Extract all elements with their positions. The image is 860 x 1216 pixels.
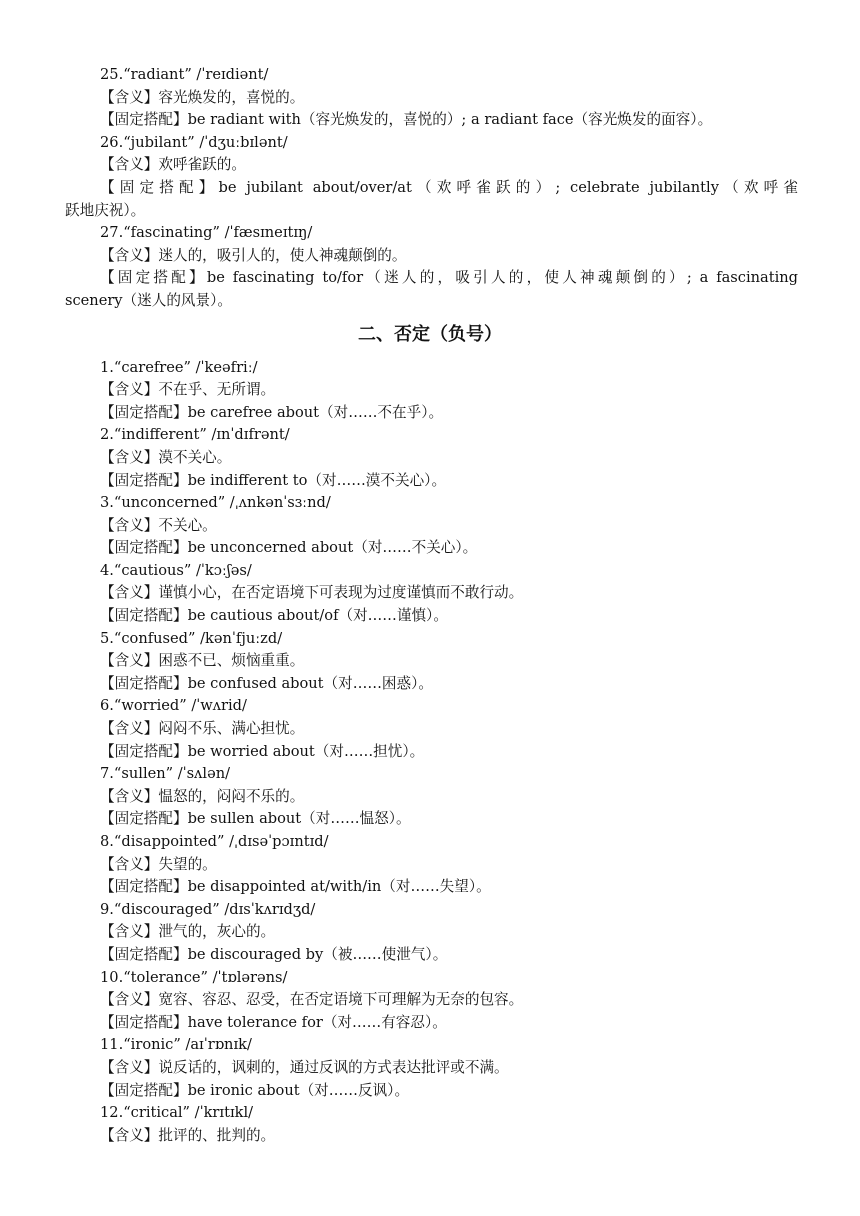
collocation-line: 【固定搭配】be discouraged by（被……使泄气）。 — [100, 945, 448, 963]
meaning-line: 【含义】困惑不已、烦恼重重。 — [100, 652, 305, 670]
vocab-entry-title: 8.“disappointed” /ˌdɪsəˈpɔɪntɪd/ — [100, 833, 329, 850]
vocab-entry-title: 12.“critical” /ˈkrɪtɪkl/ — [100, 1104, 254, 1122]
meaning-line: 【含义】漠不关心。 — [100, 448, 232, 466]
meaning-line: 【含义】不在乎、无所谓。 — [100, 381, 276, 399]
meaning-line: 【含义】欢呼雀跃的。 — [100, 156, 246, 174]
continuation-line: scenery（迷人的风景）。 — [65, 291, 233, 309]
vocab-entry-title: 7.“sullen” /ˈsʌlən/ — [100, 765, 231, 783]
collocation-line: 【固定搭配】be radiant with（容光焕发的，喜悦的）; a radiant face（容光焕发的面容）。 — [100, 111, 713, 129]
vocab-entry-title: 4.“cautious” /ˈkɔːʃəs/ — [100, 561, 252, 579]
collocation-line: 【固定搭配】be ironic about（对……反讽）。 — [100, 1081, 410, 1099]
vocab-entry-title: 11.“ironic” /aɪˈrɒnɪk/ — [100, 1036, 252, 1054]
meaning-line: 【含义】闷闷不乐、满心担忧。 — [100, 720, 305, 738]
section-positive-tail — [0, 64, 860, 313]
section-negative — [0, 357, 860, 1148]
vocab-entry-title: 26.“jubilant” /ˈdʒuːbɪlənt/ — [100, 133, 288, 151]
collocation-line: 【固定搭配】be worried about（对……担忧）。 — [100, 742, 425, 760]
meaning-line: 【含义】不关心。 — [100, 516, 217, 534]
meaning-line: 【含义】容光焕发的，喜悦的。 — [100, 88, 305, 106]
vocab-entry-title: 6.“worried” /ˈwʌrid/ — [100, 697, 247, 715]
vocab-entry-title: 25.“radiant” /ˈreɪdiənt/ — [100, 66, 269, 83]
meaning-line: 【含义】失望的。 — [100, 855, 217, 873]
vocab-entry-title: 10.“tolerance” /ˈtɒlərəns/ — [100, 968, 288, 986]
meaning-line: 【含义】说反话的，讽刺的，通过反讽的方式表达批评或不满。 — [100, 1058, 509, 1076]
collocation-line: 【固定搭配】be confused about（对……困惑）。 — [100, 674, 433, 692]
meaning-line: 【含义】迷人的，吸引人的，使人神魂颠倒的。 — [100, 246, 407, 264]
collocation-line: 【固定搭配】be jubilant about/over/at（欢呼雀跃的）; celebrate jubilantly（欢呼雀 — [100, 178, 798, 196]
vocab-entry-title: 27.“fascinating” /ˈfæsɪneɪtɪŋ/ — [100, 224, 313, 242]
continuation-line: 跃地庆祝）。 — [65, 201, 146, 219]
meaning-line: 【含义】批评的、批判的。 — [100, 1126, 276, 1144]
document-page — [0, 64, 860, 1147]
vocab-entry-title: 5.“confused” /kənˈfjuːzd/ — [100, 629, 283, 647]
collocation-line: 【固定搭配】be unconcerned about（对……不关心）。 — [100, 539, 478, 557]
collocation-line: 【固定搭配】be disappointed at/with/in（对……失望）。 — [100, 878, 491, 896]
meaning-line: 【含义】宽容、容忍、忍受，在否定语境下可理解为无奈的包容。 — [100, 991, 524, 1009]
meaning-line: 【含义】谨慎小心，在否定语境下可表现为过度谨慎而不敢行动。 — [100, 584, 524, 602]
collocation-line: 【固定搭配】be carefree about（对……不在乎）。 — [100, 403, 444, 421]
collocation-line: 【固定搭配】be fascinating to/for（迷人的，吸引人的，使人神魂颠倒的）; a fascinating — [100, 269, 798, 287]
collocation-line: 【固定搭配】be sullen about（对……愠怒）。 — [100, 810, 411, 828]
meaning-line: 【含义】愠怒的，闷闷不乐的。 — [100, 787, 305, 805]
vocab-entry-title: 2.“indifferent” /ɪnˈdɪfrənt/ — [100, 426, 290, 444]
section-heading: 二、否定（负号） — [358, 323, 502, 345]
vocab-entry-title: 3.“unconcerned” /ˌʌnkənˈsɜːnd/ — [100, 494, 331, 512]
meaning-line: 【含义】泄气的，灰心的。 — [100, 923, 276, 941]
vocab-entry-title: 9.“discouraged” /dɪsˈkʌrɪdʒd/ — [100, 900, 316, 918]
collocation-line: 【固定搭配】have tolerance for（对……有容忍）。 — [100, 1013, 447, 1031]
collocation-line: 【固定搭配】be cautious about/of（对……谨慎）。 — [100, 607, 448, 625]
collocation-line: 【固定搭配】be indifferent to（对……漠不关心）。 — [100, 471, 447, 489]
vocab-entry-title: 1.“carefree” /ˈkeəfriː/ — [100, 358, 258, 376]
